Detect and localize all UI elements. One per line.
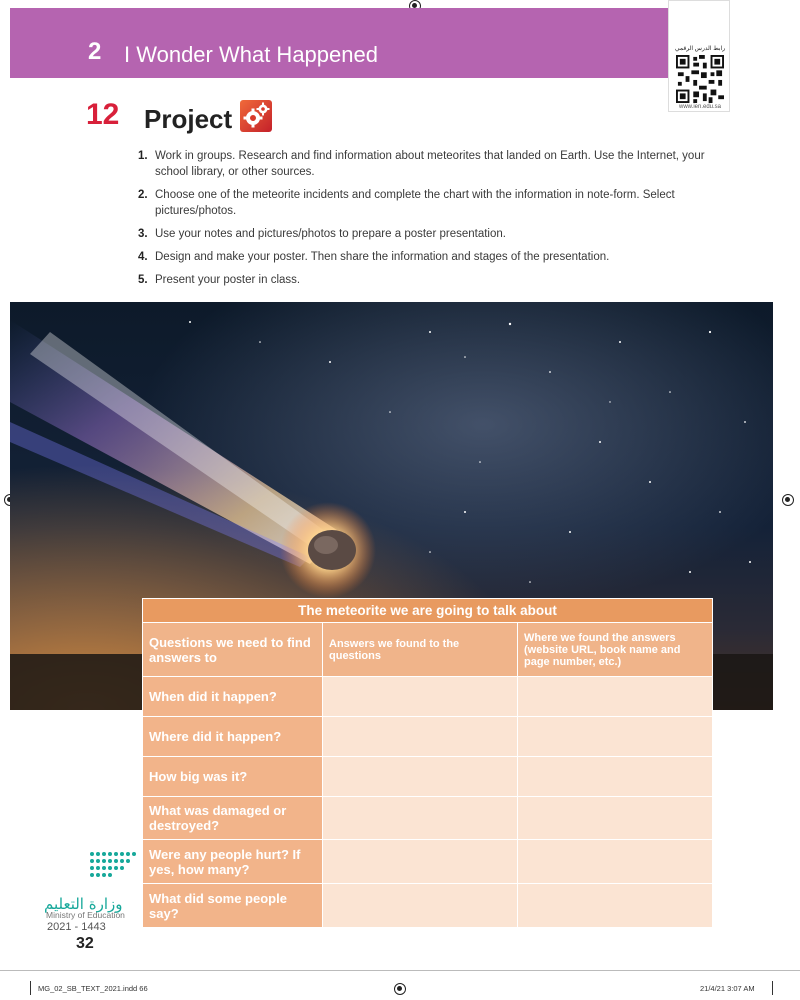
qr-code-icon: [675, 55, 725, 103]
answer-cell[interactable]: [323, 757, 518, 797]
instruction-item: 5. Present your poster in class.: [138, 274, 301, 286]
footer-divider: [0, 970, 800, 971]
table-row: [143, 717, 713, 757]
page-number: 32: [76, 935, 94, 952]
question-cell: When did it happen?: [143, 677, 323, 717]
source-cell[interactable]: [518, 717, 713, 757]
header-answers: Answers we found to the questions: [323, 623, 518, 677]
instruction-item: 4. Design and make your poster. Then share the information and stages of the presentation.: [138, 251, 610, 263]
ministry-arabic-name: وزارة التعليم: [44, 895, 123, 913]
source-cell[interactable]: [518, 677, 713, 717]
qr-code-panel[interactable]: [668, 0, 730, 112]
question-cell: Where did it happen?: [143, 717, 323, 757]
footer-end-mark: [772, 981, 773, 995]
answer-cell[interactable]: [323, 677, 518, 717]
answer-cell[interactable]: [323, 797, 518, 840]
header-questions: Questions we need to find answers to: [143, 623, 323, 677]
question-cell: Were any people hurt? If yes, how many?: [143, 840, 323, 884]
answer-cell[interactable]: [323, 840, 518, 884]
question-cell: How big was it?: [143, 757, 323, 797]
print-timestamp: 21/4/21 3:07 AM: [700, 984, 755, 993]
source-cell[interactable]: [518, 757, 713, 797]
qr-url[interactable]: www.ien.edu.sa: [678, 104, 722, 110]
project-title: Project: [144, 104, 233, 134]
registration-mark-right: [782, 494, 794, 506]
ministry-english-name: Ministry of Education: [46, 910, 125, 920]
instruction-list: [138, 148, 728, 295]
project-number: 12: [86, 98, 120, 131]
table-title: The meteorite we are going to talk about: [143, 599, 713, 623]
header-sources: Where we found the answers (website URL, book name and page number, etc.): [518, 623, 713, 677]
instruction-item: 3. Use your notes and pictures/photos to prepare a poster presentation.: [138, 228, 506, 240]
edition-year: 2021 - 1443: [47, 921, 106, 933]
source-cell[interactable]: [518, 840, 713, 884]
chapter-title: I Wonder What Happened: [124, 42, 378, 67]
instruction-item: 2. Choose one of the meteorite incidents and complete the chart with the information in note-form. Select pictures/photos.: [138, 189, 675, 217]
instruction-item: 1. Work in groups. Research and find information about meteorites that landed on Earth. Use the Internet, your school library, or other sources.: [138, 150, 705, 178]
qr-label: رابط الدرس الرقمي: [674, 46, 726, 52]
meteorite-table: [142, 598, 713, 928]
table-row: [143, 884, 713, 928]
gear-icon: [240, 100, 272, 132]
question-cell: What was damaged or destroyed?: [143, 797, 323, 840]
chapter-number: 2: [88, 38, 102, 65]
meteorite-chart: [142, 598, 712, 928]
file-name: MG_02_SB_TEXT_2021.indd 66: [38, 984, 148, 993]
registration-mark-bottom: [394, 983, 406, 995]
table-row: [143, 677, 713, 717]
source-cell[interactable]: [518, 884, 713, 928]
table-row: [143, 757, 713, 797]
source-cell[interactable]: [518, 797, 713, 840]
answer-cell[interactable]: [323, 717, 518, 757]
table-row: [143, 797, 713, 840]
question-cell: What did some people say?: [143, 884, 323, 928]
answer-cell[interactable]: [323, 884, 518, 928]
table-row: [143, 840, 713, 884]
